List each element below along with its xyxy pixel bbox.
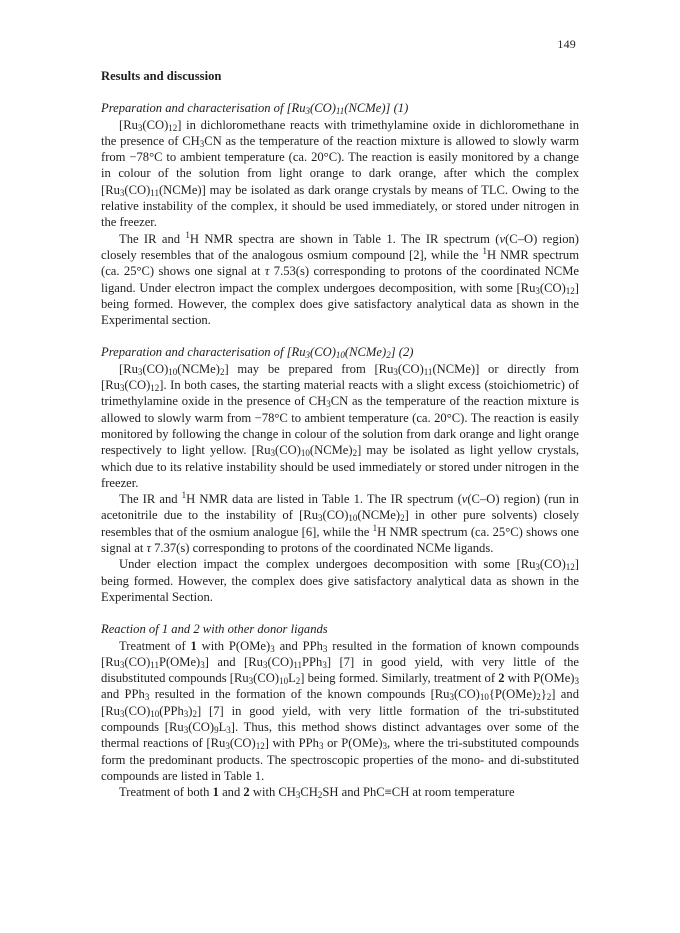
paragraph: $[Ru_3(CO)_{12}]$ in dichloromethane reacts with trimethylamine oxide in dichloromethane in the presence of $CH_3CN$ as the temperature of the reaction mixture is allowed to slowly warm from −78°C to ambient temperature (ca. 20°C). The reaction is easily monitored by a change in colour of the solution from light orange to dark orange, after which the complex $[Ru_3(CO)_{11}(NCMe)]$ may be isolated as dark orange crystals by means of TLC. Owing to the relative instability of the complex, it should be used immediately, or stored under nitrogen in the freezer. xyxy=(101,117,579,230)
paragraph: $[Ru_3(CO)_{10}(NCMe)_2]$ may be prepared from $[Ru_3(CO)_{11}(NCMe)]$ or directly from $[Ru_3(CO)_{12}]$. In both cases, the starting material reacts with a slight excess (stoichiometric) of trimethylamine oxide in the presence of $CH_3CN$ as the temperature of the reaction mixture is allowed to slowly warm from −78°C to ambient temperature (ca. 20°C). The reaction is easily monitored by following the change in colour of the solution from dark orange and light orange respectively to light yellow. $[Ru_3(CO)_{10}(NCMe)_2]$ may be isolated as light yellow crystals, which due to its relative instability should be used immediately or stored under nitrogen in the freezer. xyxy=(101,361,579,490)
subsection-heading: Preparation and characterisation of $[Ru_3(CO)_{11}(NCMe)]$ (1) xyxy=(101,101,409,117)
subsections xyxy=(101,100,579,800)
page-number: 149 xyxy=(557,37,576,51)
subsection-heading: Preparation and characterisation of $[Ru_3(CO)_{10}(NCMe)_2]$ (2) xyxy=(101,345,414,361)
paragraph: The IR and $^1$H NMR data are listed in Table 1. The IR spectrum (ν(C–O) region) (run in acetonitrile due to the instability of $[Ru_3(CO)_{10}(NCMe)_2]$ in other pure solvents) closely resembles that of the osmium analogue [6], while the $^1$H NMR spectrum (ca. 25°C) shows one signal at τ 7.37(s) corresponding to protons of the coordinated NCMe ligands. xyxy=(101,490,580,556)
paragraph: Under election impact the complex undergoes decomposition with some $[Ru_3(CO)_{12}]$ being formed. However, the complex does give satisfactory analytical data as shown in the Experimental Section. xyxy=(101,557,579,604)
section-gap xyxy=(101,605,579,621)
paragraph: Treatment of both 1 and 2 with $CH_3CH_2SH$ and PhC≡CH at room temperature xyxy=(119,785,515,801)
subsection-heading: Reaction of 1 and 2 with other donor ligands xyxy=(101,622,328,637)
text-column xyxy=(101,68,579,800)
paragraph: Treatment of 1 with $P(OMe)_3$ and PPh$_3$ resulted in the formation of known compounds $[Ru_3(CO)_{11}P(OMe)_3]$ and $[Ru_3(CO)_{11}PPh_3]$ [7] in good yield, with very little of the disubstituted compounds $[Ru_3(CO)_{10}L_2]$ being formed. Similarly, treatment of 2 with $P(OMe)_3$ and PPh$_3$ resulted in the formation of the known compounds $[Ru_3(CO)_{10}\{P(OMe)_2\}_2]$ and $[Ru_3(CO)_{10}(PPh_3)_2]$ [7] in good yield, with very little formation of the tri-substituted compounds $[Ru_3(CO)_9L_3]$. Thus, this method shows distinct advantages over some of the thermal reactions of $[Ru_3(CO)_{12}]$ with PPh$_3$ or $P(OMe)_3$, where the tri-substituted compounds form the predominant products. The spectroscopic properties of the mono- and di-substituted compounds are listed in Table 1. xyxy=(101,638,580,783)
section-title: Results and discussion xyxy=(101,69,222,83)
paragraph: The IR and $^1$H NMR spectra are shown in Table 1. The IR spectrum (ν(C–O) region) closely resembles that of the analogous osmium compound [2], while the $^1$H NMR spectrum (ca. 25°C) shows one signal at τ 7.53(s) corresponding to protons of the coordinated NCMe ligand. Under electron impact the complex undergoes decomposition, with some $[Ru_3(CO)_{12}]$ being formed. However, the complex does give satisfactory analytical data as shown in the Experimental section. xyxy=(101,229,580,328)
section-gap xyxy=(101,328,579,344)
